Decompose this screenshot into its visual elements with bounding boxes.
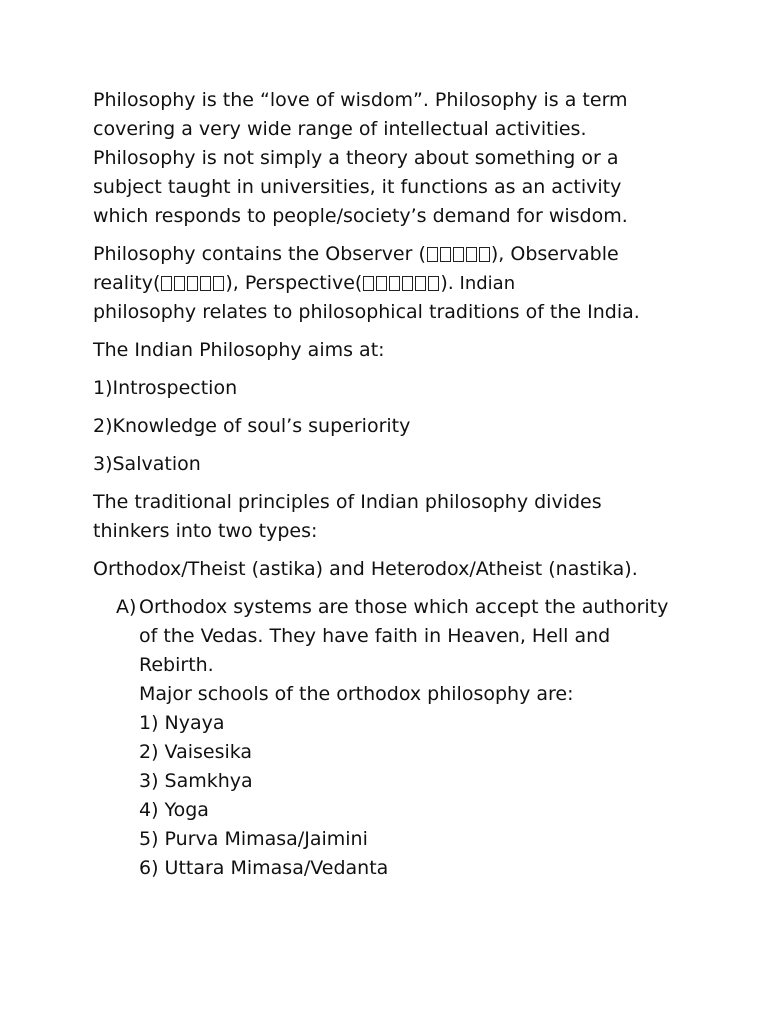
section-a xyxy=(93,593,693,883)
document-page xyxy=(93,86,693,883)
definition-line-5: which responds to people/society’s demand for wisdom. xyxy=(93,205,628,227)
missing-glyph-icon xyxy=(213,276,224,291)
contents-line-2b: ), Perspective( xyxy=(225,272,363,294)
contents-line-1b: ), Observable xyxy=(490,243,619,265)
contents-line-3: philosophy relates to philosophical traditions of the India. xyxy=(93,301,640,323)
paragraph-traditional xyxy=(93,488,693,546)
missing-glyph-icon xyxy=(161,276,172,291)
missing-glyph-icon xyxy=(200,276,211,291)
missing-glyph-icon xyxy=(466,247,477,262)
missing-glyph-icon xyxy=(376,276,387,291)
aims-heading: The Indian Philosophy aims at: xyxy=(93,339,385,361)
school-item-purva-mimasa: 5) Purva Mimasa/Jaimini xyxy=(139,828,368,850)
definition-line-3: Philosophy is not simply a theory about something or a xyxy=(93,147,619,169)
types-line: Orthodox/Theist (astika) and Heterodox/Atheist (nastika). xyxy=(93,558,638,580)
paragraph-definition xyxy=(93,86,693,231)
school-item-nyaya: 1) Nyaya xyxy=(139,712,225,734)
definition-line-1: Philosophy is the “love of wisdom”. Philosophy is a term xyxy=(93,89,628,111)
school-item-vaisesika: 2) Vaisesika xyxy=(139,741,253,763)
section-a-line-3: Rebirth. xyxy=(139,654,214,676)
missing-glyph-icon xyxy=(453,247,464,262)
definition-line-2: covering a very wide range of intellectual activities. xyxy=(93,118,587,140)
contents-line-2c: ). xyxy=(440,272,454,294)
section-a-line-4: Major schools of the orthodox philosophy are: xyxy=(139,683,574,705)
definition-line-4: subject taught in universities, it functions as an activity xyxy=(93,176,622,198)
traditional-line-2: thinkers into two types: xyxy=(93,520,318,542)
school-item-samkhya: 3) Samkhya xyxy=(139,770,253,792)
missing-glyph-icon xyxy=(440,247,451,262)
missing-glyph-icon xyxy=(389,276,400,291)
traditional-line-1: The traditional principles of Indian philosophy divides xyxy=(93,491,602,513)
missing-glyph-icon xyxy=(187,276,198,291)
section-a-marker: A) xyxy=(116,596,137,618)
paragraph-contents xyxy=(93,240,693,327)
section-a-line-1: Orthodox systems are those which accept the authority xyxy=(139,596,669,618)
aim-item-1: 1)Introspection xyxy=(93,377,238,399)
school-item-yoga: 4) Yoga xyxy=(139,799,209,821)
contents-line-2a: reality( xyxy=(93,272,161,294)
missing-glyph-icon xyxy=(363,276,374,291)
missing-glyph-icon xyxy=(174,276,185,291)
school-item-uttara-mimasa: 6) Uttara Mimasa/Vedanta xyxy=(139,857,389,879)
section-a-line-2: of the Vedas. They have faith in Heaven, Hell and xyxy=(139,625,611,647)
aim-item-3: 3)Salvation xyxy=(93,453,201,475)
contents-line-1a: Philosophy contains the Observer ( xyxy=(93,243,426,265)
contents-line-2d: Indian xyxy=(453,273,516,294)
missing-glyph-icon xyxy=(402,276,413,291)
missing-glyph-icon xyxy=(428,276,439,291)
missing-glyph-icon xyxy=(479,247,490,262)
aim-item-2: 2)Knowledge of soul’s superiority xyxy=(93,415,411,437)
missing-glyph-icon xyxy=(427,247,438,262)
missing-glyph-icon xyxy=(415,276,426,291)
